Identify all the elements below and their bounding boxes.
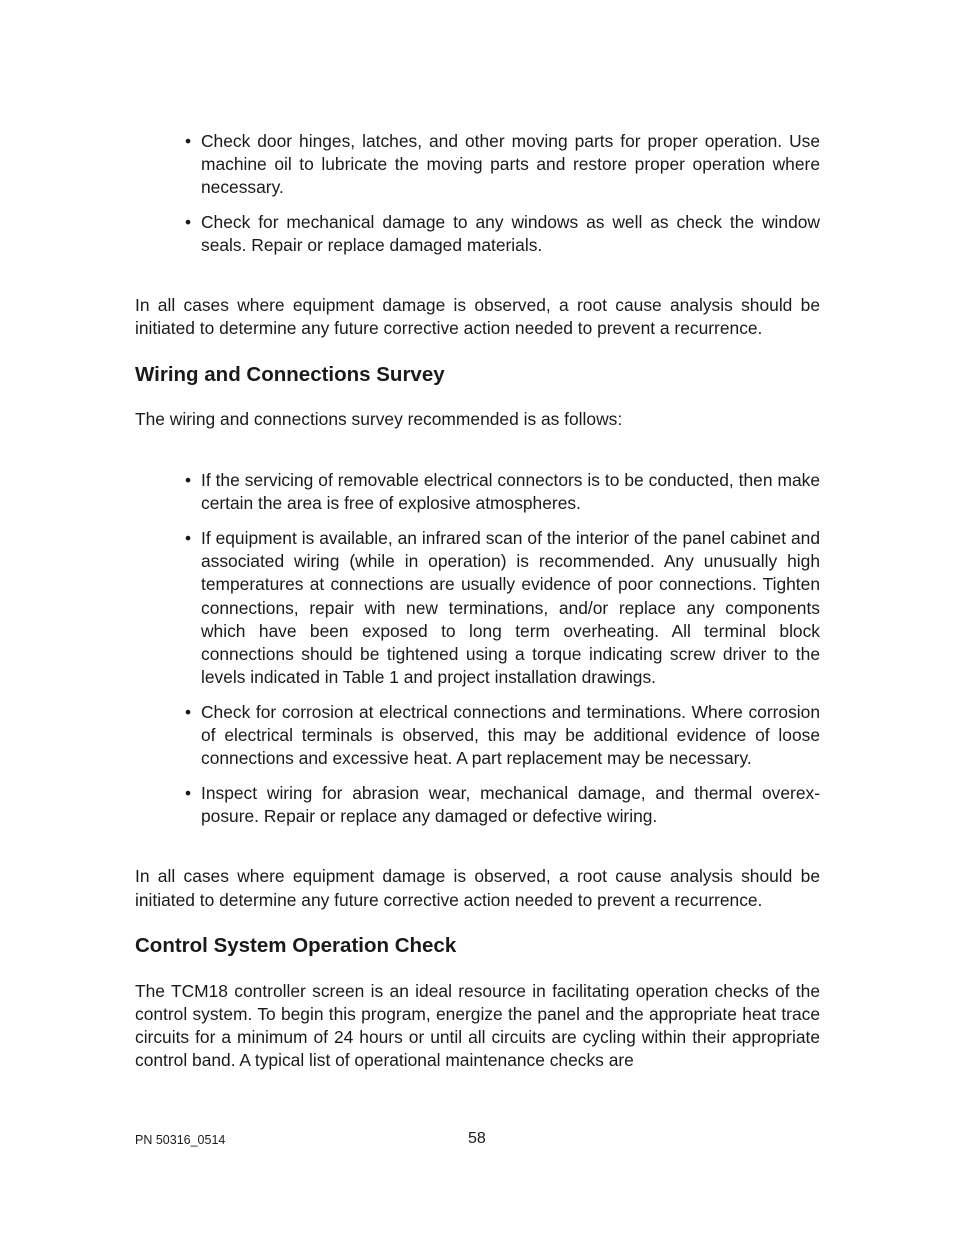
bullet-icon: • (185, 783, 192, 804)
footer-part-number: PN 50316_0514 (135, 1133, 226, 1147)
bullet-icon: • (185, 131, 192, 151)
document-page (135, 130, 820, 1073)
section-heading-control: Control System Operation Check (135, 933, 457, 957)
wiring-bullet-list (135, 469, 820, 828)
list-item-text: Check for corrosion at electrical connections and terminations. Where corrosion of electrical terminals is observed, this may be additional evidence of loose connections and excessive heat. A part replacement may be necessary. (201, 701, 820, 769)
list-item (185, 527, 820, 689)
list-item (185, 211, 820, 257)
list-item-text: If equipment is available, an infrared scan of the interior of the panel cabinet and associated wiring (while in operation) is recommended. Any unusually high temperatures at connections are usually evidence of poor connections. Tighten connections, repair with new terminations, and/or replace any components which have been exposed to long term overheating. All terminal block connections should be tightened using a torque indicating screw driver to the levels indicated in Table 1 and project installation drawings. (201, 528, 820, 688)
bullet-icon: • (185, 701, 192, 722)
root-cause-paragraph: In all cases where equipment damage is observed, a root cause analysis should be initiated to determine any future corrective action needed to prevent a recurrence. (135, 294, 820, 338)
list-item (185, 701, 820, 771)
maintenance-bullet-list (135, 130, 820, 258)
list-item-text: Check for mechanical damage to any windows as well as check the window seals. Repair or replace damaged materials. (201, 212, 820, 256)
bullet-icon: • (185, 212, 192, 233)
bullet-icon: • (185, 470, 192, 491)
footer-page-number: 58 (468, 1130, 486, 1147)
list-item (185, 469, 820, 515)
root-cause-paragraph: In all cases where equipment damage is observed, a root cause analysis should be initiated to determine any future corrective action needed to prevent a recurrence. (135, 866, 820, 910)
list-item-text: If the servicing of removable electrical connectors is to be conducted, then make certain the area is free of explosive atmospheres. (201, 470, 820, 514)
wiring-intro-paragraph: The wiring and connections survey recommended is as follows: (135, 408, 623, 429)
control-check-paragraph: The TCM18 controller screen is an ideal resource in facilitating operation checks of the control system. To begin this program, energize the panel and the appropriate heat trace circuits for a minimum of 24 hours or until all circuits are cycling within their appropriate control band. A typical list of operational maintenance checks are (135, 980, 820, 1071)
bullet-icon: • (185, 528, 192, 549)
list-item-text: Inspect wiring for abrasion wear, mechanical damage, and thermal overexposure. Repair or replace any damaged or defective wiring. (201, 783, 820, 827)
list-item-text: Check door hinges, latches, and other moving parts for proper operation. Use machine oil to lubricate the moving parts and restore proper operation where necessary. (201, 131, 820, 198)
section-heading-wiring: Wiring and Connections Survey (135, 362, 445, 386)
list-item (185, 130, 820, 200)
list-item (185, 782, 820, 828)
